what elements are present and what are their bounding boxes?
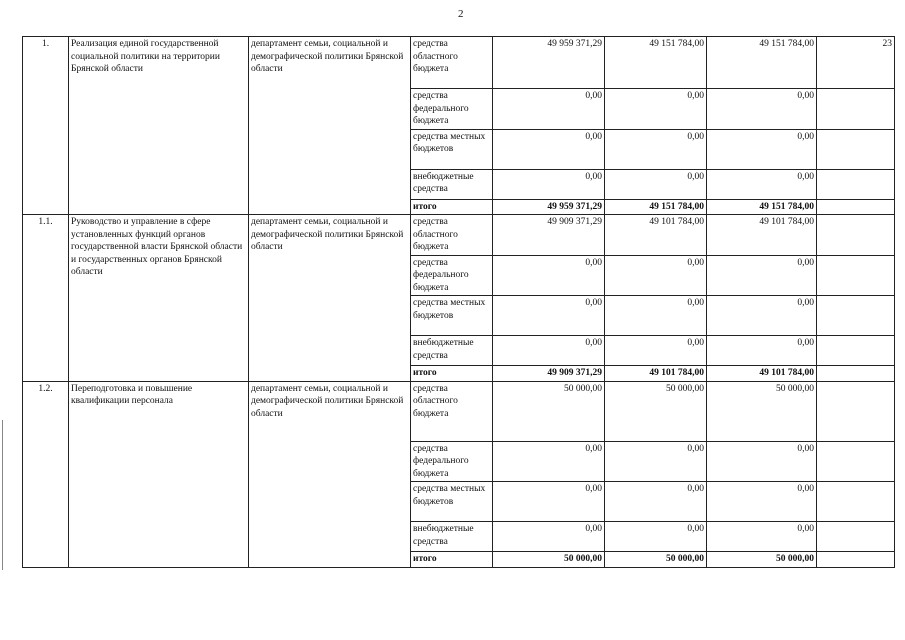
funding-source: средства местных бюджетов — [411, 482, 493, 522]
amount-col3: 0,00 — [707, 129, 817, 169]
amount-col2: 0,00 — [605, 441, 707, 482]
empty-cell — [817, 441, 895, 482]
amount-col1: 0,00 — [493, 255, 605, 296]
amount-col2: 0,00 — [605, 522, 707, 552]
funding-source: средства областного бюджета — [411, 215, 493, 256]
funding-source: средства областного бюджета — [411, 37, 493, 89]
amount-col3: 50 000,00 — [707, 381, 817, 441]
budget-table — [22, 36, 895, 568]
page-number: 2 — [458, 8, 464, 20]
funding-source: внебюджетные средства — [411, 336, 493, 366]
funding-source: средства местных бюджетов — [411, 129, 493, 169]
empty-cell — [817, 522, 895, 552]
empty-cell — [817, 366, 895, 382]
amount-col2: 0,00 — [605, 482, 707, 522]
amount-col1: 0,00 — [493, 89, 605, 130]
event-name: Реализация единой государственной социальной политики на территории Брянской области — [69, 37, 249, 215]
amount-col1: 0,00 — [493, 482, 605, 522]
amount-col3: 49 101 784,00 — [707, 215, 817, 256]
amount-col1: 49 959 371,29 — [493, 199, 605, 215]
amount-col3: 0,00 — [707, 169, 817, 199]
amount-col2: 0,00 — [605, 336, 707, 366]
funding-source: внебюджетные средства — [411, 169, 493, 199]
empty-cell — [817, 381, 895, 441]
amount-col2: 50 000,00 — [605, 552, 707, 568]
amount-col2: 0,00 — [605, 169, 707, 199]
amount-col1: 0,00 — [493, 169, 605, 199]
amount-col1: 50 000,00 — [493, 552, 605, 568]
table-row — [23, 215, 895, 256]
amount-col3: 49 151 784,00 — [707, 37, 817, 89]
indicator-value: 23 — [817, 37, 895, 89]
empty-cell — [817, 129, 895, 169]
empty-cell — [817, 89, 895, 130]
amount-col2: 49 151 784,00 — [605, 37, 707, 89]
empty-cell — [817, 482, 895, 522]
amount-col2: 49 151 784,00 — [605, 199, 707, 215]
amount-col3: 0,00 — [707, 89, 817, 130]
executor: департамент семьи, социальной и демографической политики Брянской области — [249, 215, 411, 382]
funding-source: итого — [411, 552, 493, 568]
amount-col2: 0,00 — [605, 296, 707, 336]
amount-col1: 49 959 371,29 — [493, 37, 605, 89]
scan-edge-mark — [2, 420, 3, 570]
event-name: Переподготовка и повышение квалификации персонала — [69, 381, 249, 567]
amount-col2: 49 101 784,00 — [605, 215, 707, 256]
funding-source: средства федерального бюджета — [411, 89, 493, 130]
amount-col3: 0,00 — [707, 441, 817, 482]
amount-col1: 0,00 — [493, 129, 605, 169]
funding-source: средства местных бюджетов — [411, 296, 493, 336]
amount-col2: 50 000,00 — [605, 381, 707, 441]
empty-cell — [817, 199, 895, 215]
funding-source: средства федерального бюджета — [411, 441, 493, 482]
funding-source: итого — [411, 366, 493, 382]
amount-col2: 0,00 — [605, 129, 707, 169]
amount-col1: 0,00 — [493, 441, 605, 482]
amount-col2: 0,00 — [605, 255, 707, 296]
row-index: 1.2. — [23, 381, 69, 567]
funding-source: средства федерального бюджета — [411, 255, 493, 296]
executor: департамент семьи, социальной и демографической политики Брянской области — [249, 381, 411, 567]
empty-cell — [817, 169, 895, 199]
amount-col1: 50 000,00 — [493, 381, 605, 441]
amount-col3: 0,00 — [707, 522, 817, 552]
funding-source: средства областного бюджета — [411, 381, 493, 441]
funding-source: итого — [411, 199, 493, 215]
amount-col1: 0,00 — [493, 522, 605, 552]
funding-source: внебюджетные средства — [411, 522, 493, 552]
amount-col1: 49 909 371,29 — [493, 215, 605, 256]
amount-col1: 49 909 371,29 — [493, 366, 605, 382]
empty-cell — [817, 215, 895, 256]
executor: департамент семьи, социальной и демографической политики Брянской области — [249, 37, 411, 215]
table-row — [23, 381, 895, 441]
amount-col1: 0,00 — [493, 296, 605, 336]
amount-col3: 0,00 — [707, 296, 817, 336]
event-name: Руководство и управление в сфере установленных функций органов государственной власти Брянской области и государственных органов Брянской области — [69, 215, 249, 382]
amount-col2: 49 101 784,00 — [605, 366, 707, 382]
amount-col3: 0,00 — [707, 255, 817, 296]
empty-cell — [817, 552, 895, 568]
amount-col3: 50 000,00 — [707, 552, 817, 568]
amount-col3: 49 101 784,00 — [707, 366, 817, 382]
empty-cell — [817, 296, 895, 336]
empty-cell — [817, 336, 895, 366]
amount-col1: 0,00 — [493, 336, 605, 366]
empty-cell — [817, 255, 895, 296]
table-row — [23, 37, 895, 89]
amount-col3: 0,00 — [707, 482, 817, 522]
row-index: 1.1. — [23, 215, 69, 382]
amount-col2: 0,00 — [605, 89, 707, 130]
row-index: 1. — [23, 37, 69, 215]
amount-col3: 0,00 — [707, 336, 817, 366]
amount-col3: 49 151 784,00 — [707, 199, 817, 215]
